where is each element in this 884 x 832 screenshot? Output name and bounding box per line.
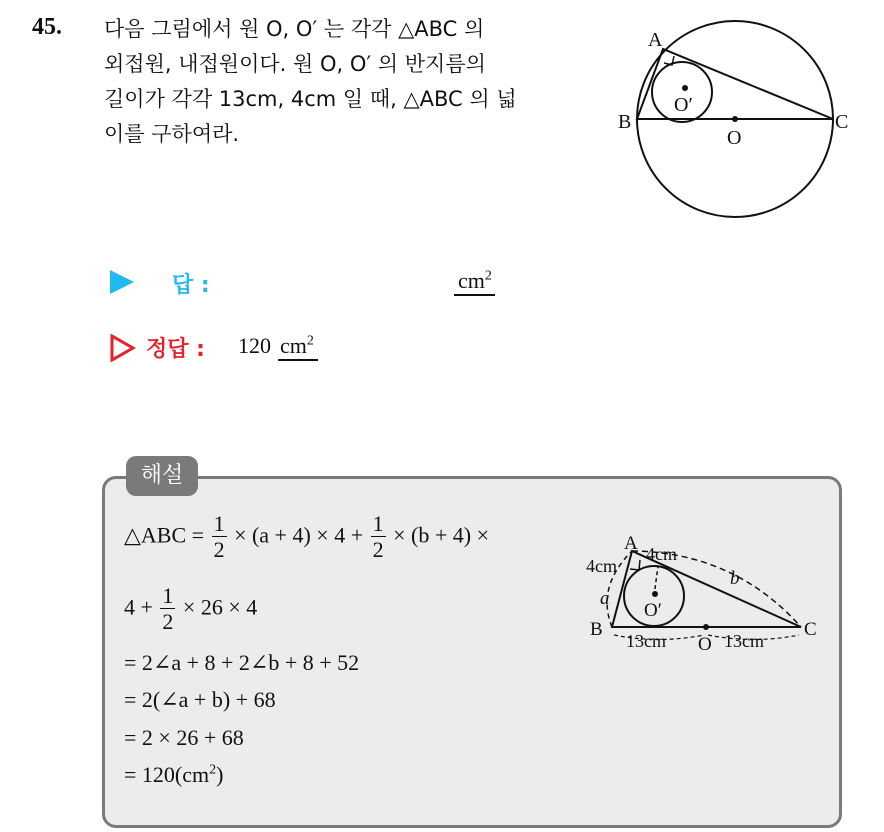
center-o-prime-dot (682, 85, 688, 91)
correct-label: 정답 : (146, 337, 205, 362)
sol-label-bottom-right: 13cm (724, 631, 764, 651)
answer-unit-exp: 2 (484, 268, 492, 284)
line1-part-b: × (b + 4) × (387, 522, 489, 548)
half-den-2: 2 (372, 537, 384, 562)
label-c: C (835, 111, 849, 133)
sol-label-bottom-left: 13cm (626, 631, 666, 651)
question-line-4: 이를 구하여라. (104, 122, 240, 146)
half-fraction-3 (160, 584, 175, 635)
question-line-1: 다음 그림에서 원 O, O′ 는 각각 △ABC 의 (104, 17, 485, 41)
solution-center-o (703, 624, 709, 630)
line6-exp: 2 (209, 762, 217, 778)
correct-value: 120 (238, 333, 271, 358)
correct-unit-exp: 2 (306, 333, 314, 349)
solution-line-5: = 2 × 26 + 68 (124, 725, 244, 750)
label-a: A (648, 29, 663, 51)
sol-label-o-prime: O′ (644, 600, 662, 621)
answer-unit[interactable] (454, 268, 495, 296)
sol-label-b: b (730, 568, 740, 589)
half-fraction-2 (371, 512, 386, 563)
question-text (104, 12, 594, 152)
sol-label-top-len: 4cm (646, 544, 677, 564)
sol-label-b-vertex: B (590, 619, 603, 640)
triangle-abc (637, 49, 833, 119)
outline-triangle-icon (110, 334, 136, 362)
correct-unit-base: cm (280, 333, 307, 358)
label-o: O (727, 127, 742, 149)
answer-label: 답 : (172, 273, 210, 298)
line6-suffix: ) (216, 762, 224, 787)
line2-suffix: × 26 × 4 (177, 594, 258, 620)
correct-unit (278, 333, 318, 361)
question-line-3: 길이가 각각 13cm, 4cm 일 때, △ABC 의 넓 (104, 87, 517, 111)
circle-triangle-figure (612, 18, 852, 228)
correct-answer-row (110, 332, 530, 368)
answer-row (110, 266, 530, 302)
label-b: B (618, 111, 632, 133)
solution-line-2 (124, 584, 257, 635)
sol-label-left-len: 4cm (586, 556, 617, 576)
half-den-1: 2 (213, 537, 225, 562)
center-o-dot (732, 116, 738, 122)
solution-right-angle (630, 560, 640, 570)
half-num-1: 1 (213, 511, 225, 536)
half-den-3: 2 (162, 609, 174, 634)
right-angle-mark (664, 56, 674, 65)
sol-label-c-vertex: C (804, 619, 817, 640)
solution-line-6 (124, 762, 223, 788)
line2-prefix: 4 + (124, 594, 159, 620)
question-number: 45. (32, 14, 62, 40)
solution-tag: 해설 (126, 456, 198, 496)
half-num-2: 1 (372, 511, 384, 536)
solution-center-o-prime (652, 591, 658, 597)
solution-line-4: = 2(∠a + b) + 68 (124, 687, 276, 712)
label-o-prime: O′ (674, 94, 693, 116)
sol-label-o: O (698, 634, 712, 655)
line1-part-a: × (a + 4) × 4 + (228, 522, 369, 548)
line6-prefix: = 120(cm (124, 762, 210, 787)
sol-label-a: a (600, 588, 610, 609)
sol-label-a-vertex: A (624, 533, 638, 554)
half-num-3: 1 (162, 583, 174, 608)
answer-unit-base: cm (458, 268, 485, 293)
play-arrow-icon (110, 270, 134, 294)
solution-line-3: = 2∠a + 8 + 2∠b + 8 + 52 (124, 650, 360, 675)
half-fraction-1 (212, 512, 227, 563)
line1-prefix: △ABC = (124, 522, 210, 548)
question-line-2: 외접원, 내접원이다. 원 O, O′ 의 반지름의 (104, 52, 486, 76)
solution-figure (584, 532, 834, 662)
solution-line-1 (124, 512, 489, 563)
